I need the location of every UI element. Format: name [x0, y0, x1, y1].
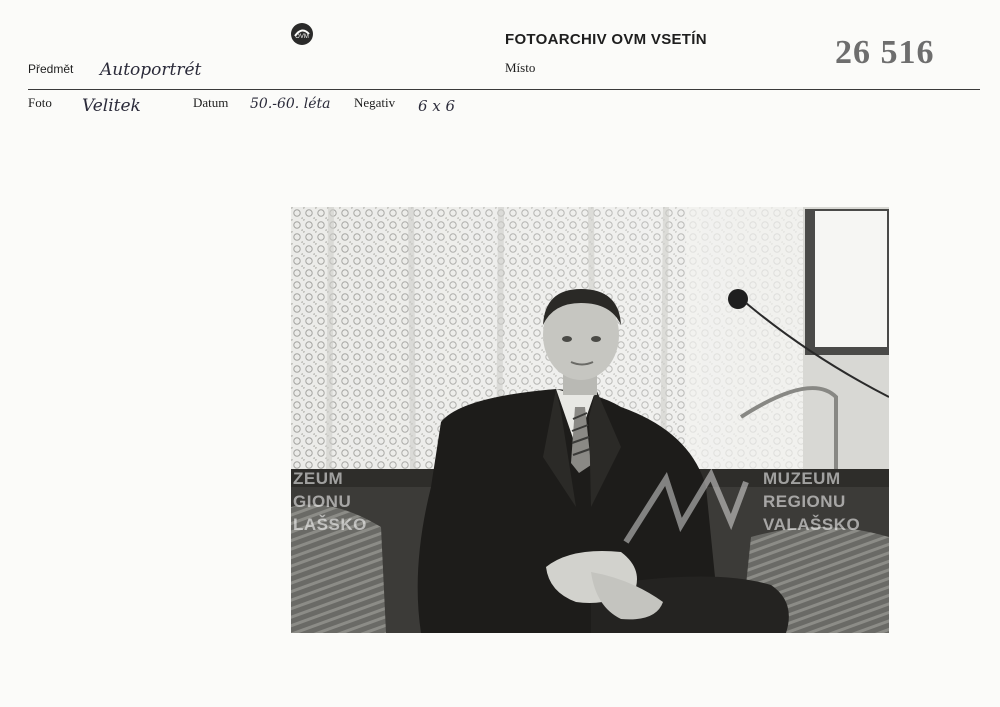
subject-value: Autoportrét: [100, 60, 202, 80]
negative-label: Negativ: [354, 95, 396, 110]
watermark-left-line-1: ZEUM: [293, 469, 344, 488]
place-label: Místo: [505, 60, 536, 75]
logo-text: ÖVM: [295, 34, 309, 40]
wall-lamp-icon: [728, 289, 748, 309]
watermark-right-line-2: REGIONU: [763, 492, 846, 511]
watermark-left-line-2: GIONU: [293, 492, 352, 511]
photo-label: Foto: [28, 95, 52, 110]
portrait-photograph: [291, 207, 889, 633]
date-value: 50.-60. léta: [250, 96, 331, 112]
museum-logo-icon: [290, 22, 314, 46]
photo-value: Velitek: [82, 96, 141, 116]
watermark-right-line-3: VALAŠSKO: [763, 515, 861, 534]
date-label: Datum: [193, 95, 229, 110]
watermark-right-line-1: MUZEUM: [763, 469, 841, 488]
watermark-left-line-3: LAŠSKO: [293, 515, 367, 534]
inventory-number: 26 516: [835, 34, 935, 71]
subject-label: Předmět: [28, 62, 74, 76]
archive-title: FOTOARCHIV OVM VSETÍN: [505, 31, 707, 48]
header-divider: [28, 89, 980, 90]
negative-value: 6 x 6: [418, 97, 456, 115]
